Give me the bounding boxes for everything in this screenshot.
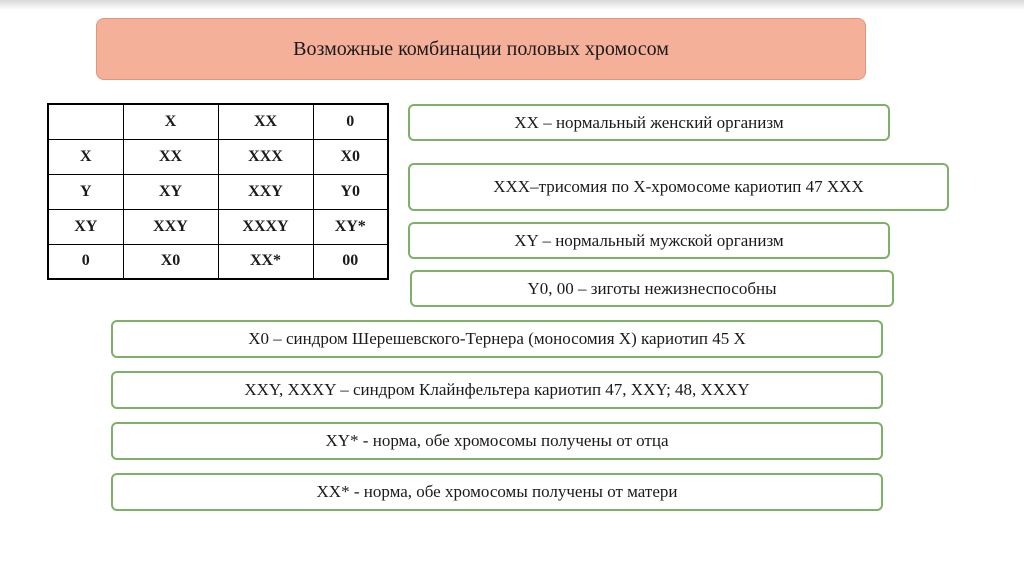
table-header-row [48, 104, 388, 139]
table-cell: XXY [123, 209, 218, 244]
note-xxx-trisomy [408, 163, 949, 211]
table-cell: XXXY [218, 209, 313, 244]
table-cell: XXX [218, 139, 313, 174]
note-xx-female [408, 104, 890, 141]
table-cell: X [48, 139, 123, 174]
table-cell: XY [48, 209, 123, 244]
table-cell [48, 104, 123, 139]
note-text: Y0, 00 – зиготы нежизнеспособны [527, 278, 777, 298]
note-xx-star-maternal [111, 473, 883, 511]
chromosome-combination-table [47, 103, 389, 280]
table-cell: XY* [313, 209, 388, 244]
table-cell: Y [48, 174, 123, 209]
table-cell: X0 [313, 139, 388, 174]
note-text: XXY, XXXY – синдром Клайнфельтера кариотип 47, XXY; 48, XXXY [244, 380, 750, 399]
note-text: XXX–трисомия по X-хромосоме кариотип 47 XXX [493, 177, 864, 196]
table-row [48, 244, 388, 279]
table-cell: XXY [218, 174, 313, 209]
table-row [48, 174, 388, 209]
table-cell: XY [123, 174, 218, 209]
table-cell: X0 [123, 244, 218, 279]
table-row [48, 209, 388, 244]
table-cell: 0 [48, 244, 123, 279]
note-text: XY – нормальный мужской организм [514, 230, 784, 250]
note-text: XY* - норма, обе хромосомы получены от отца [325, 431, 669, 450]
table-cell: XX [123, 139, 218, 174]
title-banner [96, 18, 866, 80]
page-title: Возможные комбинации половых хромосом [293, 37, 669, 60]
table-cell: X [123, 104, 218, 139]
top-shadow [0, 0, 1024, 10]
note-klinefelter-syndrome [111, 371, 883, 409]
note-text: X0 – синдром Шерешевского-Тернера (моносомия X) кариотип 45 X [248, 329, 746, 348]
note-turner-syndrome [111, 320, 883, 358]
table-cell: XX* [218, 244, 313, 279]
note-text: XX – нормальный женский организм [514, 112, 784, 132]
note-xy-star-paternal [111, 422, 883, 460]
table-cell: Y0 [313, 174, 388, 209]
table-cell: 00 [313, 244, 388, 279]
table-cell: 0 [313, 104, 388, 139]
note-y0-nonviable [410, 270, 894, 307]
table-cell: XX [218, 104, 313, 139]
note-text: XX* - норма, обе хромосомы получены от матери [316, 482, 678, 501]
note-xy-male [408, 222, 890, 259]
table-row [48, 139, 388, 174]
